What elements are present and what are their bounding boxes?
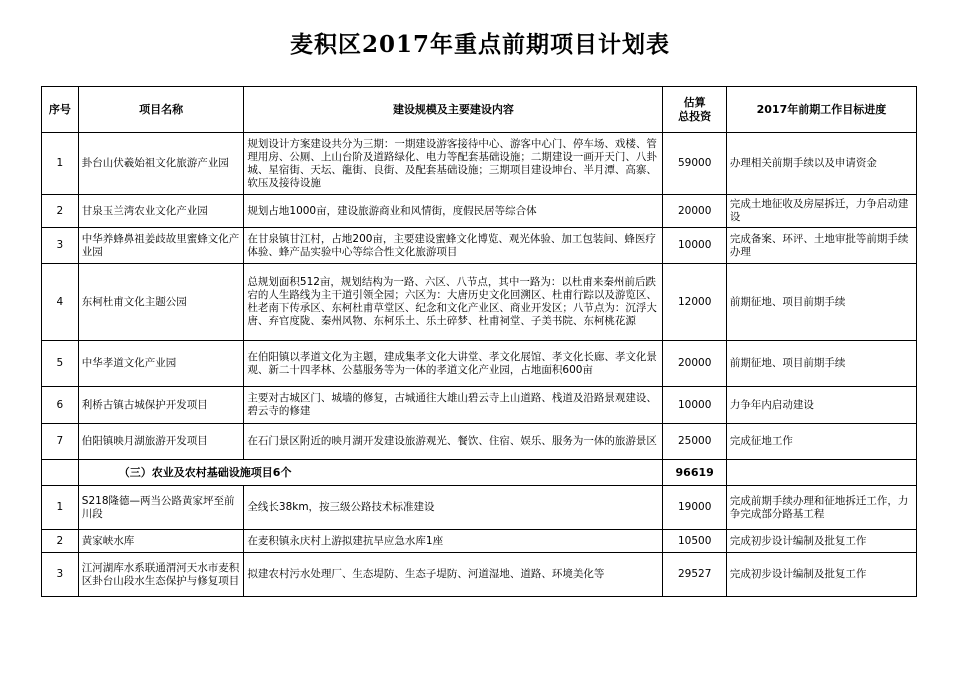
- cell-seq: 1: [42, 133, 79, 195]
- cell-progress: 前期征地、项目前期手续: [726, 341, 916, 387]
- table-row: [42, 195, 917, 228]
- section-row: [42, 460, 917, 486]
- table-row: [42, 228, 917, 264]
- cell-content: 拟建农村污水处理厂、生态堤防、生态子堤防、河道湿地、道路、环境美化等: [244, 553, 663, 597]
- cell-name: 中华养蜂鼻祖姜歧故里蜜蜂文化产业园: [78, 228, 244, 264]
- cell-content: 主要对古城区门、城墙的修复，古城通往大雄山碧云寺上山道路、栈道及沿路景观建设、碧云寺的修建: [244, 387, 663, 424]
- cell-seq: 2: [42, 530, 79, 553]
- header-content: 建设规模及主要建设内容: [244, 87, 663, 133]
- cell-investment: 19000: [663, 486, 726, 530]
- section-investment: 96619: [663, 460, 726, 486]
- cell-seq: 7: [42, 424, 79, 460]
- cell-content: 全线长38km，按三级公路技术标准建设: [244, 486, 663, 530]
- cell-investment: 12000: [663, 264, 726, 341]
- cell-progress: 力争年内启动建设: [726, 387, 916, 424]
- cell-investment: 25000: [663, 424, 726, 460]
- cell-content: 在麦积镇永庆村上游拟建抗旱应急水库1座: [244, 530, 663, 553]
- cell-name: 卦台山伏羲始祖文化旅游产业园: [78, 133, 244, 195]
- cell-progress: 完成初步设计编制及批复工作: [726, 553, 916, 597]
- cell-investment: 20000: [663, 195, 726, 228]
- cell-name: S218隆德—两当公路黄家坪至前川段: [78, 486, 244, 530]
- cell-seq: 5: [42, 341, 79, 387]
- cell-investment: 10000: [663, 228, 726, 264]
- table-row: [42, 530, 917, 553]
- cell-content: 规划设计方案建设共分为三期：一期建设游客接待中心、游客中心门、停车场、戏楼、管理用房、公厕、上山台阶及道路绿化、电力等配套基础设施；二期建设一画开天门、八卦城、星宿街、天坛、龍街、良街、及配套基础设施；三期项目建设坤台、半月潭、高寨、软压及接待设施: [244, 133, 663, 195]
- cell-investment: 20000: [663, 341, 726, 387]
- header-name: 项目名称: [78, 87, 244, 133]
- cell-name: 中华孝道文化产业园: [78, 341, 244, 387]
- cell-content: 总规划面积512亩，规划结构为一路、六区、八节点，其中一路为：以杜甫来秦州前后跌宕的人生路线为主干道引领全园；六区为：大唐历史文化回溯区、杜甫行踪以及游览区、杜老南下传承区、东柯杜甫草堂区、纪念和文化产业区、商业开发区；八节点为：沉浮大唐、弃官度陇、秦州风物、东柯乐土、乐土碎梦、杜甫祠堂、子美书院、东柯桃花源: [244, 264, 663, 341]
- header-investment-line2: 总投资: [678, 109, 712, 123]
- table-row: [42, 341, 917, 387]
- cell-progress: 完成初步设计编制及批复工作: [726, 530, 916, 553]
- cell-content: 在伯阳镇以孝道文化为主题，建成集孝文化大讲堂、孝文化展馆、孝文化长廊、孝文化景观、新二十四孝林、公墓服务等为一体的孝道文化产业园，占地面积600亩: [244, 341, 663, 387]
- cell-investment: 10000: [663, 387, 726, 424]
- table-row: [42, 387, 917, 424]
- header-seq: 序号: [42, 87, 79, 133]
- cell-progress: 前期征地、项目前期手续: [726, 264, 916, 341]
- cell-seq: 3: [42, 228, 79, 264]
- cell-progress: 完成前期手续办理和征地拆迁工作，力争完成部分路基工程: [726, 486, 916, 530]
- table-row: [42, 133, 917, 195]
- cell-name: 利桥古镇古城保护开发项目: [78, 387, 244, 424]
- table-row: [42, 264, 917, 341]
- cell-investment: 10500: [663, 530, 726, 553]
- project-plan-table: [41, 86, 917, 597]
- header-investment: [663, 87, 726, 133]
- cell-investment: 29527: [663, 553, 726, 597]
- cell-name: 黄家峡水库: [78, 530, 244, 553]
- section-progress-cell: [726, 460, 916, 486]
- table-row: [42, 486, 917, 530]
- cell-content: 在石门景区附近的映月湖开发建设旅游观光、餐饮、住宿、娱乐、服务为一体的旅游景区: [244, 424, 663, 460]
- header-investment-line1: 估算: [683, 95, 706, 109]
- cell-progress: 完成征地工作: [726, 424, 916, 460]
- table-row: [42, 553, 917, 597]
- cell-content: 规划占地1000亩，建设旅游商业和风情街，度假民居等综合体: [244, 195, 663, 228]
- section-seq-cell: [42, 460, 79, 486]
- cell-name: 江河湖库水系联通渭河天水市麦积区卦台山段水生态保护与修复项目: [78, 553, 244, 597]
- cell-progress: 完成土地征收及房屋拆迁，力争启动建设: [726, 195, 916, 228]
- cell-progress: 完成备案、环评、土地审批等前期手续办理: [726, 228, 916, 264]
- header-progress: 2017年前期工作目标进度: [726, 87, 916, 133]
- cell-seq: 1: [42, 486, 79, 530]
- section-label: （三）农业及农村基础设施项目6个: [78, 460, 663, 486]
- cell-name: 甘泉玉兰湾农业文化产业园: [78, 195, 244, 228]
- cell-name: 东柯杜甫文化主题公园: [78, 264, 244, 341]
- cell-seq: 2: [42, 195, 79, 228]
- cell-seq: 3: [42, 553, 79, 597]
- cell-seq: 4: [42, 264, 79, 341]
- cell-investment: 59000: [663, 133, 726, 195]
- page-title: 麦积区2017年重点前期项目计划表: [289, 31, 670, 58]
- cell-content: 在甘泉镇甘江村，占地200亩，主要建设蜜蜂文化博览、观光体验、加工包装间、蜂医疗体验、蜂产品实验中心等综合性文化旅游项目: [244, 228, 663, 264]
- cell-progress: 办理相关前期手续以及申请资金: [726, 133, 916, 195]
- cell-seq: 6: [42, 387, 79, 424]
- cell-name: 伯阳镇映月湖旅游开发项目: [78, 424, 244, 460]
- table-header-row: [42, 87, 917, 133]
- table-row: [42, 424, 917, 460]
